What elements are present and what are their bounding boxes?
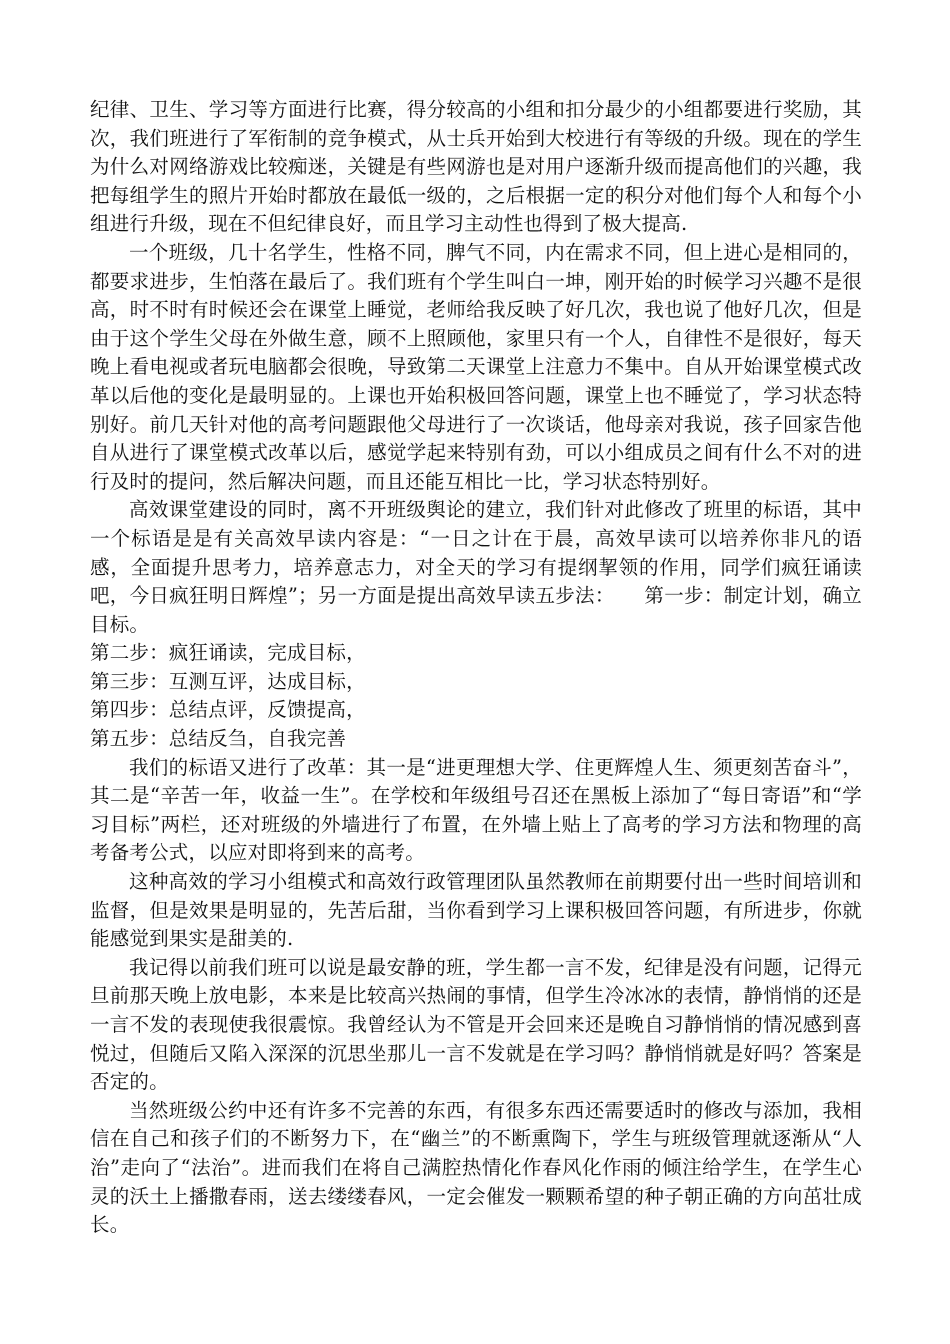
- document-page: [90, 96, 862, 1240]
- paragraph-competition: 纪律、卫生、学习等方面进行比赛，得分较高的小组和扣分最少的小组都要进行奖励，其次，我们班进行了军衔制的竞争模式，从士兵开始到大校进行有等级的升级。现在的学生为什么对网络游戏比较痴迷，关键是有些网游也是对用户逐渐升级而提高他们的兴趣，我把每组学生的照片开始时都放在最低一级的，之后根据一定的积分对他们每个人和每个小组进行升级，现在不但纪律良好，而且学习主动性也得到了极大提高.: [90, 98, 862, 236]
- step-four: 第四步：总结点评，反馈提高，: [90, 698, 366, 722]
- paragraph-slogan: 高效课堂建设的同时，离不开班级舆论的建立，我们针对此修改了班里的标语，其中一个标语是是有关高效早读内容是：“一日之计在于晨，高效早读可以培养你非凡的语感，全面提升思考力，培养意志力，对全天的学习有提纲挈领的作用，同学们疯狂诵读吧，今日疯狂明日辉煌”；另一方面是提出高效早读五步法： 第一步：制定计划，确立目标。: [90, 498, 862, 636]
- step-five: 第五步：总结反刍，自我完善: [90, 727, 347, 751]
- step-three: 第三步：互测互评，达成目标，: [90, 669, 366, 693]
- paragraph-group-model: 这种高效的学习小组模式和高效行政管理团队虽然教师在前期要付出一些时间培训和监督，但是效果是明显的，先苦后甜，当你看到学习上课积极回答问题，有所进步，你就能感觉到果实是甜美的.: [90, 870, 862, 951]
- paragraph-quiet-class: 我记得以前我们班可以说是最安静的班，学生都一言不发，纪律是没有问题，记得元旦前那天晚上放电影，本来是比较高兴热闹的事情，但学生冷冰冰的表情，静悄悄的还是一言不发的表现使我很震惊。我曾经认为不管是开会回来还是晚自习静悄悄的情况感到喜悦过，但随后又陷入深深的沉思坐那儿一言不发就是在学习吗？静悄悄就是好吗？答案是否定的。: [90, 955, 862, 1094]
- paragraph-student-story: 一个班级，几十名学生，性格不同，脾气不同，内在需求不同，但上进心是相同的，都要求进步，生怕落在最后了。我们班有个学生叫白一坤，刚开始的时候学习兴趣不是很高，时不时有时候还会在课堂上睡觉，老师给我反映了好几次，我也说了他好几次，但是由于这个学生父母在外做生意，顾不上照顾他，家里只有一个人，自律性不是很好，每天晚上看电视或者玩电脑都会很晚，导致第二天课堂上注意力不集中。自从开始课堂模式改革以后他的变化是最明显的。上课也开始积极回答问题，课堂上也不睡觉了，学习状态特别好。前几天针对他的高考问题跟他父母进行了一次谈话，他母亲对我说，孩子回家告他自从进行了课堂模式改革以后，感觉学起来特别有劲，可以小组成员之间有什么不对的进行及时的提问，然后解决问题，而且还能互相比一比，学习状态特别好。: [90, 240, 862, 493]
- paragraph-slogan-reform: 我们的标语又进行了改革：其一是“进更理想大学、住更辉煌人生、须更刻苦奋斗”，其二是“辛苦一年，收益一生”。在学校和年级组号召还在黑板上添加了“每日寄语”和“学习目标”两栏，还对班级的外墙进行了布置，在外墙上贴上了高考的学习方法和物理的高考备考公式，以应对即将到来的高考。: [90, 755, 862, 865]
- paragraph-class-convention: 当然班级公约中还有许多不完善的东西，有很多东西还需要适时的修改与添加，我相信在自己和孩子们的不断努力下，在“幽兰”的不断熏陶下，学生与班级管理就逐渐从“人治”走向了“法治”。进而我们在将自己满腔热情化作春风化作雨的倾注给学生，在学生心灵的沃土上播撒春雨，送去缕缕春风，一定会催发一颗颗希望的种子朝正确的方向茁壮成长。: [90, 1098, 862, 1237]
- step-two: 第二步：疯狂诵读，完成目标，: [90, 641, 366, 665]
